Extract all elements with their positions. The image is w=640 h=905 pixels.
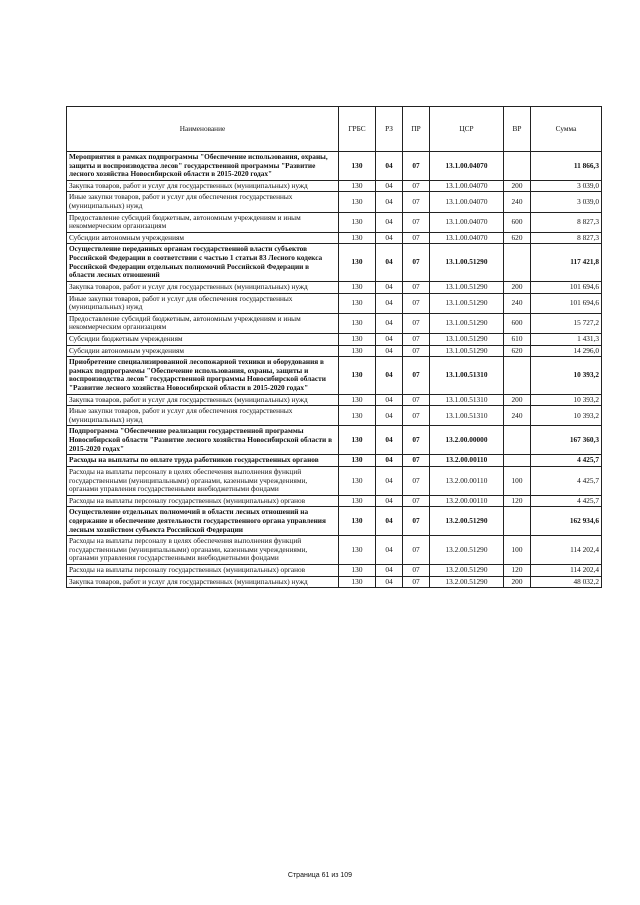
cell-csr: 13.2.00.51290 (430, 507, 504, 536)
header-rz: РЗ (376, 107, 403, 152)
table-row (67, 244, 602, 281)
cell-rz: 04 (376, 244, 403, 281)
cell-rz: 04 (376, 564, 403, 576)
cell-csr: 13.1.00.04070 (430, 192, 504, 212)
cell-rz: 04 (376, 192, 403, 212)
cell-csr: 13.1.00.51310 (430, 394, 504, 406)
cell-csr: 13.2.00.00110 (430, 466, 504, 495)
cell-name: Закупка товаров, работ и услуг для государственных (муниципальных) нужд (67, 180, 339, 192)
cell-rz: 04 (376, 394, 403, 406)
cell-sum: 3 039,0 (531, 180, 602, 192)
table-row (67, 152, 602, 181)
cell-vr: 200 (504, 394, 531, 406)
cell-csr: 13.1.00.51290 (430, 244, 504, 281)
table-row (67, 357, 602, 394)
cell-pr: 07 (403, 466, 430, 495)
cell-csr: 13.1.00.51290 (430, 313, 504, 333)
table-row (67, 406, 602, 426)
cell-vr: 240 (504, 293, 531, 313)
cell-grbs: 130 (339, 507, 376, 536)
cell-sum: 48 032,2 (531, 576, 602, 588)
cell-grbs: 130 (339, 394, 376, 406)
table-row (67, 576, 602, 588)
cell-pr: 07 (403, 192, 430, 212)
cell-vr: 100 (504, 466, 531, 495)
cell-csr: 13.1.00.51310 (430, 406, 504, 426)
cell-name: Субсидии автономным учреждениям (67, 345, 339, 357)
cell-pr: 07 (403, 357, 430, 394)
cell-rz: 04 (376, 232, 403, 244)
cell-vr: 610 (504, 333, 531, 345)
cell-name: Закупка товаров, работ и услуг для государственных (муниципальных) нужд (67, 281, 339, 293)
cell-csr: 13.1.00.51290 (430, 281, 504, 293)
cell-rz: 04 (376, 426, 403, 455)
cell-grbs: 130 (339, 345, 376, 357)
cell-name: Приобретение специализированной лесопожарной техники и оборудования в рамках подпрограммы "Обеспечение использования, охраны, защиты и воспроизводства лесов" государственной программы Новосибирской области "Развитие лесного хозяйства Новосибирской области в 2015-2020 годах" (67, 357, 339, 394)
cell-vr: 100 (504, 536, 531, 565)
cell-name: Мероприятия в рамках подпрограммы "Обеспечение использования, охраны, защиты и воспроизводства лесов" государственной программы "Развитие лесного хозяйства Новосибирской области в 2015-2020 годах" (67, 152, 339, 181)
cell-name: Расходы на выплаты персоналу государственных (муниципальных) органов (67, 564, 339, 576)
cell-grbs: 130 (339, 564, 376, 576)
cell-sum: 8 827,3 (531, 212, 602, 232)
cell-vr (504, 152, 531, 181)
cell-grbs: 130 (339, 333, 376, 345)
cell-grbs: 130 (339, 426, 376, 455)
table-row (67, 495, 602, 507)
cell-grbs: 130 (339, 495, 376, 507)
cell-pr: 07 (403, 455, 430, 467)
cell-vr: 620 (504, 345, 531, 357)
cell-rz: 04 (376, 212, 403, 232)
cell-grbs: 130 (339, 232, 376, 244)
header-sum: Сумма (531, 107, 602, 152)
cell-vr: 200 (504, 576, 531, 588)
cell-grbs: 130 (339, 281, 376, 293)
cell-name: Закупка товаров, работ и услуг для государственных (муниципальных) нужд (67, 576, 339, 588)
cell-vr: 200 (504, 281, 531, 293)
cell-csr: 13.1.00.51290 (430, 345, 504, 357)
cell-pr: 07 (403, 281, 430, 293)
cell-pr: 07 (403, 495, 430, 507)
cell-vr: 600 (504, 313, 531, 333)
cell-rz: 04 (376, 180, 403, 192)
cell-rz: 04 (376, 507, 403, 536)
header-vr: ВР (504, 107, 531, 152)
cell-sum: 3 039,0 (531, 192, 602, 212)
cell-rz: 04 (376, 536, 403, 565)
cell-name: Осуществление отдельных полномочий в области лесных отношений на содержание и обеспечение деятельности государственного органа управления лесным хозяйством субъекта Российской Федерации (67, 507, 339, 536)
cell-grbs: 130 (339, 357, 376, 394)
header-grbs: ГРБС (339, 107, 376, 152)
cell-rz: 04 (376, 152, 403, 181)
cell-grbs: 130 (339, 293, 376, 313)
cell-grbs: 130 (339, 536, 376, 565)
cell-pr: 07 (403, 564, 430, 576)
cell-pr: 07 (403, 244, 430, 281)
cell-grbs: 130 (339, 406, 376, 426)
cell-rz: 04 (376, 313, 403, 333)
cell-pr: 07 (403, 152, 430, 181)
table-row (67, 333, 602, 345)
cell-sum: 114 202,4 (531, 536, 602, 565)
cell-name: Подпрограмма "Обеспечение реализации государственной программы Новосибирской области "Развитие лесного хозяйства Новосибирской области в 2015-2020 годах" (67, 426, 339, 455)
cell-grbs: 130 (339, 212, 376, 232)
page-number: Страница 61 из 109 (287, 872, 353, 879)
header-row (67, 107, 602, 152)
cell-name: Субсидии бюджетным учреждениям (67, 333, 339, 345)
table-row (67, 394, 602, 406)
cell-name: Субсидии автономным учреждениям (67, 232, 339, 244)
cell-pr: 07 (403, 536, 430, 565)
cell-rz: 04 (376, 455, 403, 467)
cell-csr: 13.1.00.51290 (430, 293, 504, 313)
cell-pr: 07 (403, 180, 430, 192)
cell-pr: 07 (403, 313, 430, 333)
cell-vr: 120 (504, 564, 531, 576)
cell-rz: 04 (376, 333, 403, 345)
cell-pr: 07 (403, 293, 430, 313)
cell-grbs: 130 (339, 313, 376, 333)
cell-vr: 600 (504, 212, 531, 232)
cell-csr: 13.1.00.04070 (430, 152, 504, 181)
cell-name: Осуществление переданных органам государственной власти субъектов Российской Федерации в соответствии с частью 1 статьи 83 Лесного кодекса Российской Федерации отдельных полномочий Российской Федерации в области лесных отношений (67, 244, 339, 281)
cell-sum: 10 393,2 (531, 394, 602, 406)
cell-vr (504, 507, 531, 536)
cell-csr: 13.1.00.51310 (430, 357, 504, 394)
cell-name: Иные закупки товаров, работ и услуг для обеспечения государственных (муниципальных) нужд (67, 406, 339, 426)
table-row (67, 507, 602, 536)
cell-pr: 07 (403, 426, 430, 455)
cell-sum: 167 360,3 (531, 426, 602, 455)
cell-grbs: 130 (339, 152, 376, 181)
cell-csr: 13.2.00.00110 (430, 495, 504, 507)
cell-name: Предоставление субсидий бюджетным, автономным учреждениям и иным некоммерческим организациям (67, 313, 339, 333)
cell-csr: 13.2.00.51290 (430, 576, 504, 588)
table-row (67, 345, 602, 357)
cell-grbs: 130 (339, 576, 376, 588)
table-row (67, 426, 602, 455)
table-row (67, 455, 602, 467)
cell-rz: 04 (376, 406, 403, 426)
cell-rz: 04 (376, 345, 403, 357)
cell-vr: 200 (504, 180, 531, 192)
cell-sum: 1 431,3 (531, 333, 602, 345)
cell-rz: 04 (376, 281, 403, 293)
cell-rz: 04 (376, 576, 403, 588)
header-name: Наименование (67, 107, 339, 152)
cell-name: Предоставление субсидий бюджетным, автономным учреждениям и иным некоммерческим организациям (67, 212, 339, 232)
cell-rz: 04 (376, 293, 403, 313)
table-row (67, 564, 602, 576)
header-pr: ПР (403, 107, 430, 152)
cell-rz: 04 (376, 495, 403, 507)
cell-vr: 240 (504, 192, 531, 212)
cell-vr (504, 244, 531, 281)
cell-csr: 13.1.00.04070 (430, 232, 504, 244)
cell-name: Расходы на выплаты персоналу в целях обеспечения выполнения функций государственными (муниципальными) органами, казенными учреждениями, органами управления государственными внебюджетными фондами (67, 536, 339, 565)
table-row (67, 192, 602, 212)
cell-vr (504, 455, 531, 467)
cell-vr: 120 (504, 495, 531, 507)
cell-sum: 4 425,7 (531, 495, 602, 507)
cell-grbs: 130 (339, 455, 376, 467)
cell-csr: 13.2.00.51290 (430, 564, 504, 576)
cell-sum: 101 694,6 (531, 293, 602, 313)
table-row (67, 180, 602, 192)
cell-sum: 101 694,6 (531, 281, 602, 293)
header-csr: ЦСР (430, 107, 504, 152)
cell-name: Расходы на выплаты по оплате труда работников государственных органов (67, 455, 339, 467)
cell-pr: 07 (403, 576, 430, 588)
budget-table (66, 106, 602, 588)
cell-grbs: 130 (339, 180, 376, 192)
cell-pr: 07 (403, 406, 430, 426)
table-row (67, 212, 602, 232)
cell-sum: 4 425,7 (531, 466, 602, 495)
cell-sum: 10 393,2 (531, 406, 602, 426)
cell-grbs: 130 (339, 466, 376, 495)
cell-csr: 13.2.00.00000 (430, 426, 504, 455)
table-row (67, 293, 602, 313)
cell-sum: 8 827,3 (531, 232, 602, 244)
cell-rz: 04 (376, 466, 403, 495)
table-body (67, 152, 602, 588)
table-row (67, 466, 602, 495)
cell-name: Иные закупки товаров, работ и услуг для обеспечения государственных (муниципальных) нужд (67, 293, 339, 313)
cell-csr: 13.1.00.51290 (430, 333, 504, 345)
cell-csr: 13.1.00.04070 (430, 180, 504, 192)
cell-pr: 07 (403, 232, 430, 244)
cell-pr: 07 (403, 394, 430, 406)
cell-sum: 114 202,4 (531, 564, 602, 576)
cell-csr: 13.2.00.51290 (430, 536, 504, 565)
cell-pr: 07 (403, 333, 430, 345)
cell-sum: 162 934,6 (531, 507, 602, 536)
table-row (67, 281, 602, 293)
cell-vr (504, 426, 531, 455)
cell-csr: 13.2.00.00110 (430, 455, 504, 467)
cell-sum: 11 866,3 (531, 152, 602, 181)
cell-rz: 04 (376, 357, 403, 394)
table-row (67, 313, 602, 333)
cell-name: Закупка товаров, работ и услуг для государственных (муниципальных) нужд (67, 394, 339, 406)
cell-sum: 117 421,8 (531, 244, 602, 281)
cell-grbs: 130 (339, 192, 376, 212)
cell-vr (504, 357, 531, 394)
cell-vr: 240 (504, 406, 531, 426)
cell-pr: 07 (403, 212, 430, 232)
cell-grbs: 130 (339, 244, 376, 281)
cell-csr: 13.1.00.04070 (430, 212, 504, 232)
cell-name: Иные закупки товаров, работ и услуг для обеспечения государственных (муниципальных) нужд (67, 192, 339, 212)
cell-sum: 10 393,2 (531, 357, 602, 394)
cell-name: Расходы на выплаты персоналу государственных (муниципальных) органов (67, 495, 339, 507)
cell-sum: 14 296,0 (531, 345, 602, 357)
cell-sum: 15 727,2 (531, 313, 602, 333)
cell-vr: 620 (504, 232, 531, 244)
cell-pr: 07 (403, 345, 430, 357)
table-row (67, 232, 602, 244)
cell-name: Расходы на выплаты персоналу в целях обеспечения выполнения функций государственными (муниципальными) органами, казенными учреждениями, органами управления государственными внебюджетными фондами (67, 466, 339, 495)
cell-sum: 4 425,7 (531, 455, 602, 467)
cell-pr: 07 (403, 507, 430, 536)
table-row (67, 536, 602, 565)
